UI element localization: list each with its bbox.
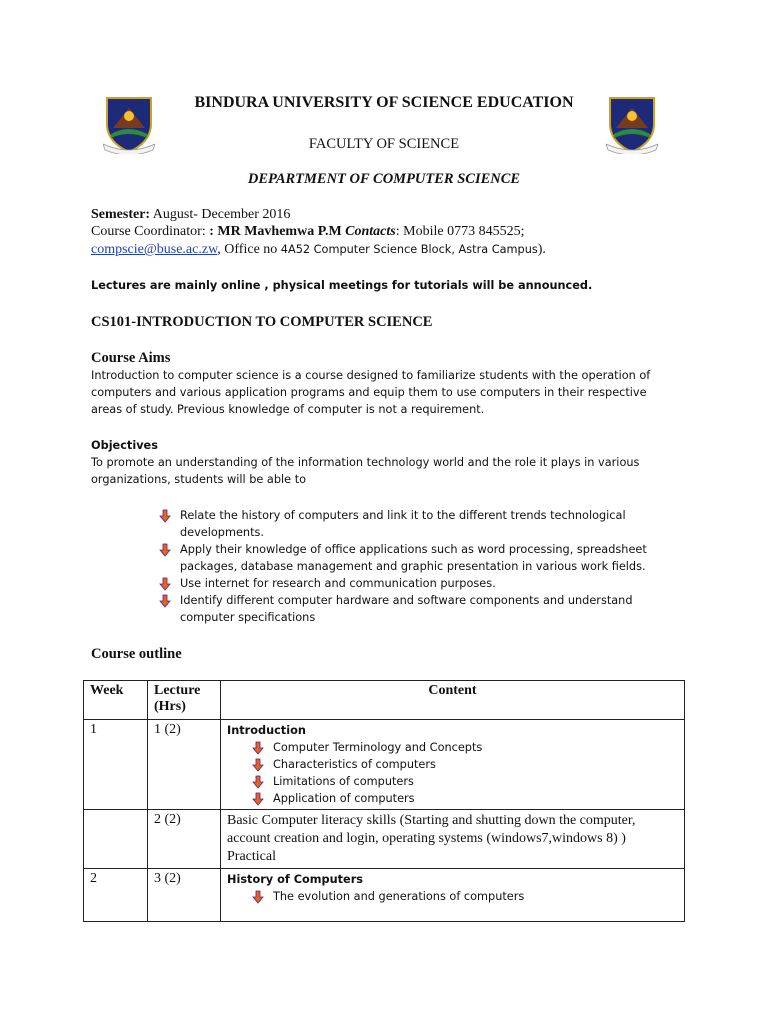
week-cell: 1 [84, 720, 148, 810]
table-row [84, 869, 685, 922]
down-arrow-bullet-icon [158, 594, 172, 608]
list-item: Relate the history of computers and link it to the different trends technological developments. [158, 507, 658, 541]
coordinator-name: : MR Mavhemwa P.M [205, 224, 346, 239]
content-cell [221, 720, 685, 810]
down-arrow-bullet-icon [158, 543, 172, 557]
course-outline-table [83, 680, 685, 922]
header-week: Week [84, 681, 148, 720]
list-item: Use internet for research and communication purposes. [158, 575, 658, 592]
semester-line [91, 207, 290, 223]
week-cell [84, 810, 148, 869]
content-title: Introduction [227, 724, 306, 737]
semester-label: Semester: [91, 207, 151, 222]
objectives-heading: Objectives [91, 439, 158, 452]
office-suffix: ). [537, 242, 546, 257]
coordinator-line [91, 224, 524, 240]
list-item: The evolution and generations of computers [227, 888, 678, 905]
semester-value: August- December 2016 [150, 207, 291, 222]
objectives-text: To promote an understanding of the information technology world and the role it plays in various organizations, students will be able to [91, 456, 640, 486]
down-arrow-bullet-icon [251, 758, 265, 772]
course-outline-heading: Course outline [91, 646, 182, 662]
contacts-value: : Mobile 0773 845525; [395, 224, 525, 239]
content-cell: Basic Computer literacy skills (Starting and shutting down the computer, account creation and login, operating systems (windows7,windows 8) ) Practical [221, 810, 685, 869]
table-row [84, 720, 685, 810]
lecture-cell: 3 (2) [148, 869, 221, 922]
content-list [227, 739, 678, 807]
objectives-list [158, 507, 658, 626]
lectures-notice: Lectures are mainly online , physical meetings for tutorials will be announced. [91, 279, 593, 292]
header-lecture: Lecture (Hrs) [148, 681, 221, 720]
list-item: Application of computers [227, 790, 678, 807]
email-line [91, 242, 546, 258]
department-name: DEPARTMENT OF COMPUTER SCIENCE [247, 171, 521, 187]
list-item: Characteristics of computers [227, 756, 678, 773]
content-title: History of Computers [227, 873, 363, 886]
coordinator-label: Course Coordinator: [91, 224, 206, 239]
list-item: Limitations of computers [227, 773, 678, 790]
list-item: Computer Terminology and Concepts [227, 739, 678, 756]
down-arrow-bullet-icon [158, 577, 172, 591]
course-aims-heading: Course Aims [91, 350, 171, 366]
content-cell [221, 869, 685, 922]
content-list [227, 888, 678, 905]
table-header-row [84, 681, 685, 720]
week-cell: 2 [84, 869, 148, 922]
down-arrow-bullet-icon [158, 509, 172, 523]
email-link[interactable]: compscie@buse.ac.zw [91, 242, 218, 257]
contacts-label: Contacts [345, 224, 396, 239]
down-arrow-bullet-icon [251, 741, 265, 755]
office-value: 4A52 Computer Science Block, Astra Campus [280, 243, 538, 256]
university-name: BINDURA UNIVERSITY OF SCIENCE EDUCATION [194, 94, 574, 111]
lecture-cell: 2 (2) [148, 810, 221, 869]
down-arrow-bullet-icon [251, 890, 265, 904]
header-content: Content [221, 681, 685, 720]
lecture-cell: 1 (2) [148, 720, 221, 810]
down-arrow-bullet-icon [251, 792, 265, 806]
list-item: Identify different computer hardware and software components and understand computer specifications [158, 592, 658, 626]
list-item: Apply their knowledge of office applications such as word processing, spreadsheet packages, database management and graphic presentation in various work fields. [158, 541, 658, 575]
course-title: CS101-INTRODUCTION TO COMPUTER SCIENCE [91, 314, 433, 330]
faculty-name: FACULTY OF SCIENCE [308, 136, 460, 152]
course-aims-text: Introduction to computer science is a course designed to familiarize students with the operation of computers and various application programs and equip them to use computers in their respective areas of study. Previous knowledge of computer is not a requirement. [91, 369, 651, 416]
down-arrow-bullet-icon [251, 775, 265, 789]
office-prefix: , Office no [217, 242, 281, 257]
table-row [84, 810, 685, 869]
